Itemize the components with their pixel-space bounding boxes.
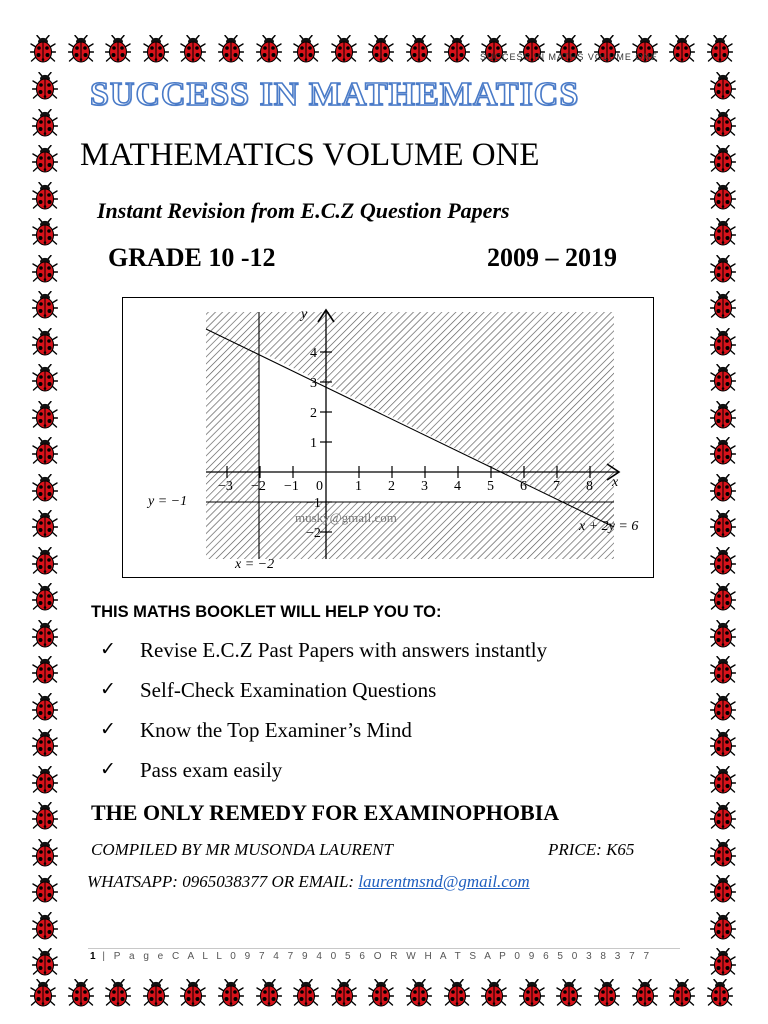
ladybug-border-left [30,0,64,1024]
y-tick-label: 1 [310,436,317,451]
year-range: 2009 – 2019 [487,243,617,272]
ladybug-border-bottom [0,977,768,1011]
x-tick-label: 0 [316,479,323,494]
ladybug-icon [710,109,736,139]
ladybug-icon [32,255,58,285]
email-link[interactable]: laurentmsnd@gmail.com [358,872,530,891]
ladybug-icon [32,437,58,467]
ladybug-icon [32,802,58,832]
grade-range: GRADE 10 -12 [108,243,276,272]
ladybug-icon [32,729,58,759]
ladybug-icon [519,979,545,1009]
ladybug-icon [32,839,58,869]
ladybug-icon [68,979,94,1009]
label-x-minus-2: x = −2 [235,557,275,572]
ladybug-icon [32,291,58,321]
ladybug-icon [556,979,582,1009]
ladybug-icon [368,979,394,1009]
list-item [100,638,700,678]
check-icon: ✓ [100,679,116,700]
ladybug-icon [481,979,507,1009]
list-item [100,758,700,798]
ladybug-icon [710,547,736,577]
page-footer [90,951,680,962]
ladybug-icon [32,547,58,577]
graph-figure [122,297,654,578]
ladybug-icon [32,72,58,102]
ladybug-icon [710,875,736,905]
ladybug-icon [32,145,58,175]
ladybug-icon [710,656,736,686]
ladybug-icon [710,729,736,759]
ladybug-icon [710,182,736,212]
x-tick-label: −2 [251,479,266,494]
ladybug-icon [32,109,58,139]
ladybug-icon [406,979,432,1009]
ladybug-icon [710,474,736,504]
ladybug-icon [32,474,58,504]
benefit-text: Self-Check Examination Questions [140,678,437,702]
ladybug-icon [444,979,470,1009]
ladybug-icon [710,912,736,942]
footer-text: | P a g e C A L L 0 9 7 4 7 9 4 0 5 6 O R W H A T S A P 0 9 6 5 0 3 8 3 7 7 [102,951,653,962]
check-icon: ✓ [100,639,116,660]
x-tick-label: 2 [388,479,395,494]
graph-watermark: musky@gmail.com [295,510,397,525]
remedy-banner: THE ONLY REMEDY FOR EXAMINOPHOBIA [91,800,560,825]
ladybug-icon [105,35,131,65]
y-tick-label: 3 [310,376,317,391]
ladybug-icon [32,364,58,394]
check-icon: ✓ [100,759,116,780]
ladybug-icon [32,328,58,358]
ladybug-icon [218,35,244,65]
x-tick-label: 7 [553,479,560,494]
x-tick-label: 5 [487,479,494,494]
x-tick-label: 3 [421,479,428,494]
ladybug-icon [632,979,658,1009]
contact-line [87,872,530,892]
ladybug-icon [32,182,58,212]
ladybug-icon [710,218,736,248]
ladybug-icon [143,35,169,65]
y-tick-label: −2 [306,526,321,541]
help-heading: THIS MATHS BOOKLET WILL HELP YOU TO: [91,603,442,621]
ladybug-icon [406,35,432,65]
page-number: 1 [90,951,97,962]
x-tick-label: 6 [520,479,527,494]
ladybug-icon [710,839,736,869]
ladybug-icon [293,979,319,1009]
ladybug-icon [710,693,736,723]
ladybug-icon [256,35,282,65]
ladybug-icon [710,72,736,102]
ladybug-icon [180,979,206,1009]
ladybug-icon [710,766,736,796]
ladybug-icon [710,620,736,650]
ladybug-icon [180,35,206,65]
benefit-text: Pass exam easily [140,758,283,782]
ladybug-icon [710,948,736,978]
ladybug-icon [32,766,58,796]
ladybug-icon [444,35,470,65]
ladybug-icon [710,401,736,431]
ladybug-icon [293,35,319,65]
ladybug-icon [594,979,620,1009]
ladybug-icon [710,255,736,285]
ladybug-icon [710,802,736,832]
ladybug-icon [32,693,58,723]
label-x-plus-2y-6: x + 2y = 6 [579,519,639,534]
ladybug-icon [32,656,58,686]
footer-divider [88,948,680,949]
contact-prefix: WHATSAPP: 0965038377 OR EMAIL: [87,872,355,891]
x-tick-label: −3 [218,479,233,494]
ladybug-border-right [706,0,740,1024]
shaded-region-left [206,312,259,559]
page-title: SUCCESS IN MATHEMATICS [90,76,580,113]
tagline: Instant Revision from E.C.Z Question Papers [97,198,510,223]
header-note: SUCCESS IN MATHS VOLUME ONE [480,52,658,62]
ladybug-icon [32,218,58,248]
list-item [100,718,700,758]
benefit-text: Know the Top Examiner’s Mind [140,718,412,742]
x-tick-label: 4 [454,479,461,494]
ladybug-icon [331,35,357,65]
benefit-list [100,638,700,798]
ladybug-icon [32,583,58,613]
list-item [100,678,700,718]
ladybug-icon [32,875,58,905]
ladybug-icon [32,948,58,978]
inequality-graph [123,298,655,579]
ladybug-icon [32,620,58,650]
ladybug-icon [710,328,736,358]
x-tick-label: 1 [355,479,362,494]
benefit-text: Revise E.C.Z Past Papers with answers instantly [140,638,548,662]
y-tick-label: −1 [306,496,321,511]
x-tick-label: −1 [284,479,299,494]
page-subtitle: MATHEMATICS VOLUME ONE [80,137,540,173]
price-label: PRICE: K65 [548,840,635,859]
ladybug-icon [710,583,736,613]
ladybug-icon [32,401,58,431]
ladybug-icon [32,510,58,540]
ladybug-icon [68,35,94,65]
ladybug-icon [669,979,695,1009]
y-tick-label: 2 [310,406,317,421]
y-axis-label: y [301,307,308,322]
ladybug-icon [331,979,357,1009]
ladybug-icon [710,291,736,321]
ladybug-icon [256,979,282,1009]
y-tick-label: 4 [310,346,317,361]
ladybug-icon [710,437,736,467]
ladybug-icon [710,364,736,394]
check-icon: ✓ [100,719,116,740]
ladybug-icon [218,979,244,1009]
ladybug-icon [368,35,394,65]
compiled-by: COMPILED BY MR MUSONDA LAURENT [91,840,393,859]
ladybug-icon [105,979,131,1009]
ladybug-icon [710,145,736,175]
x-axis-label: x [612,475,619,490]
ladybug-icon [32,912,58,942]
ladybug-icon [710,510,736,540]
x-tick-label: 8 [586,479,593,494]
ladybug-icon [143,979,169,1009]
label-y-minus-1: y = −1 [148,494,188,509]
